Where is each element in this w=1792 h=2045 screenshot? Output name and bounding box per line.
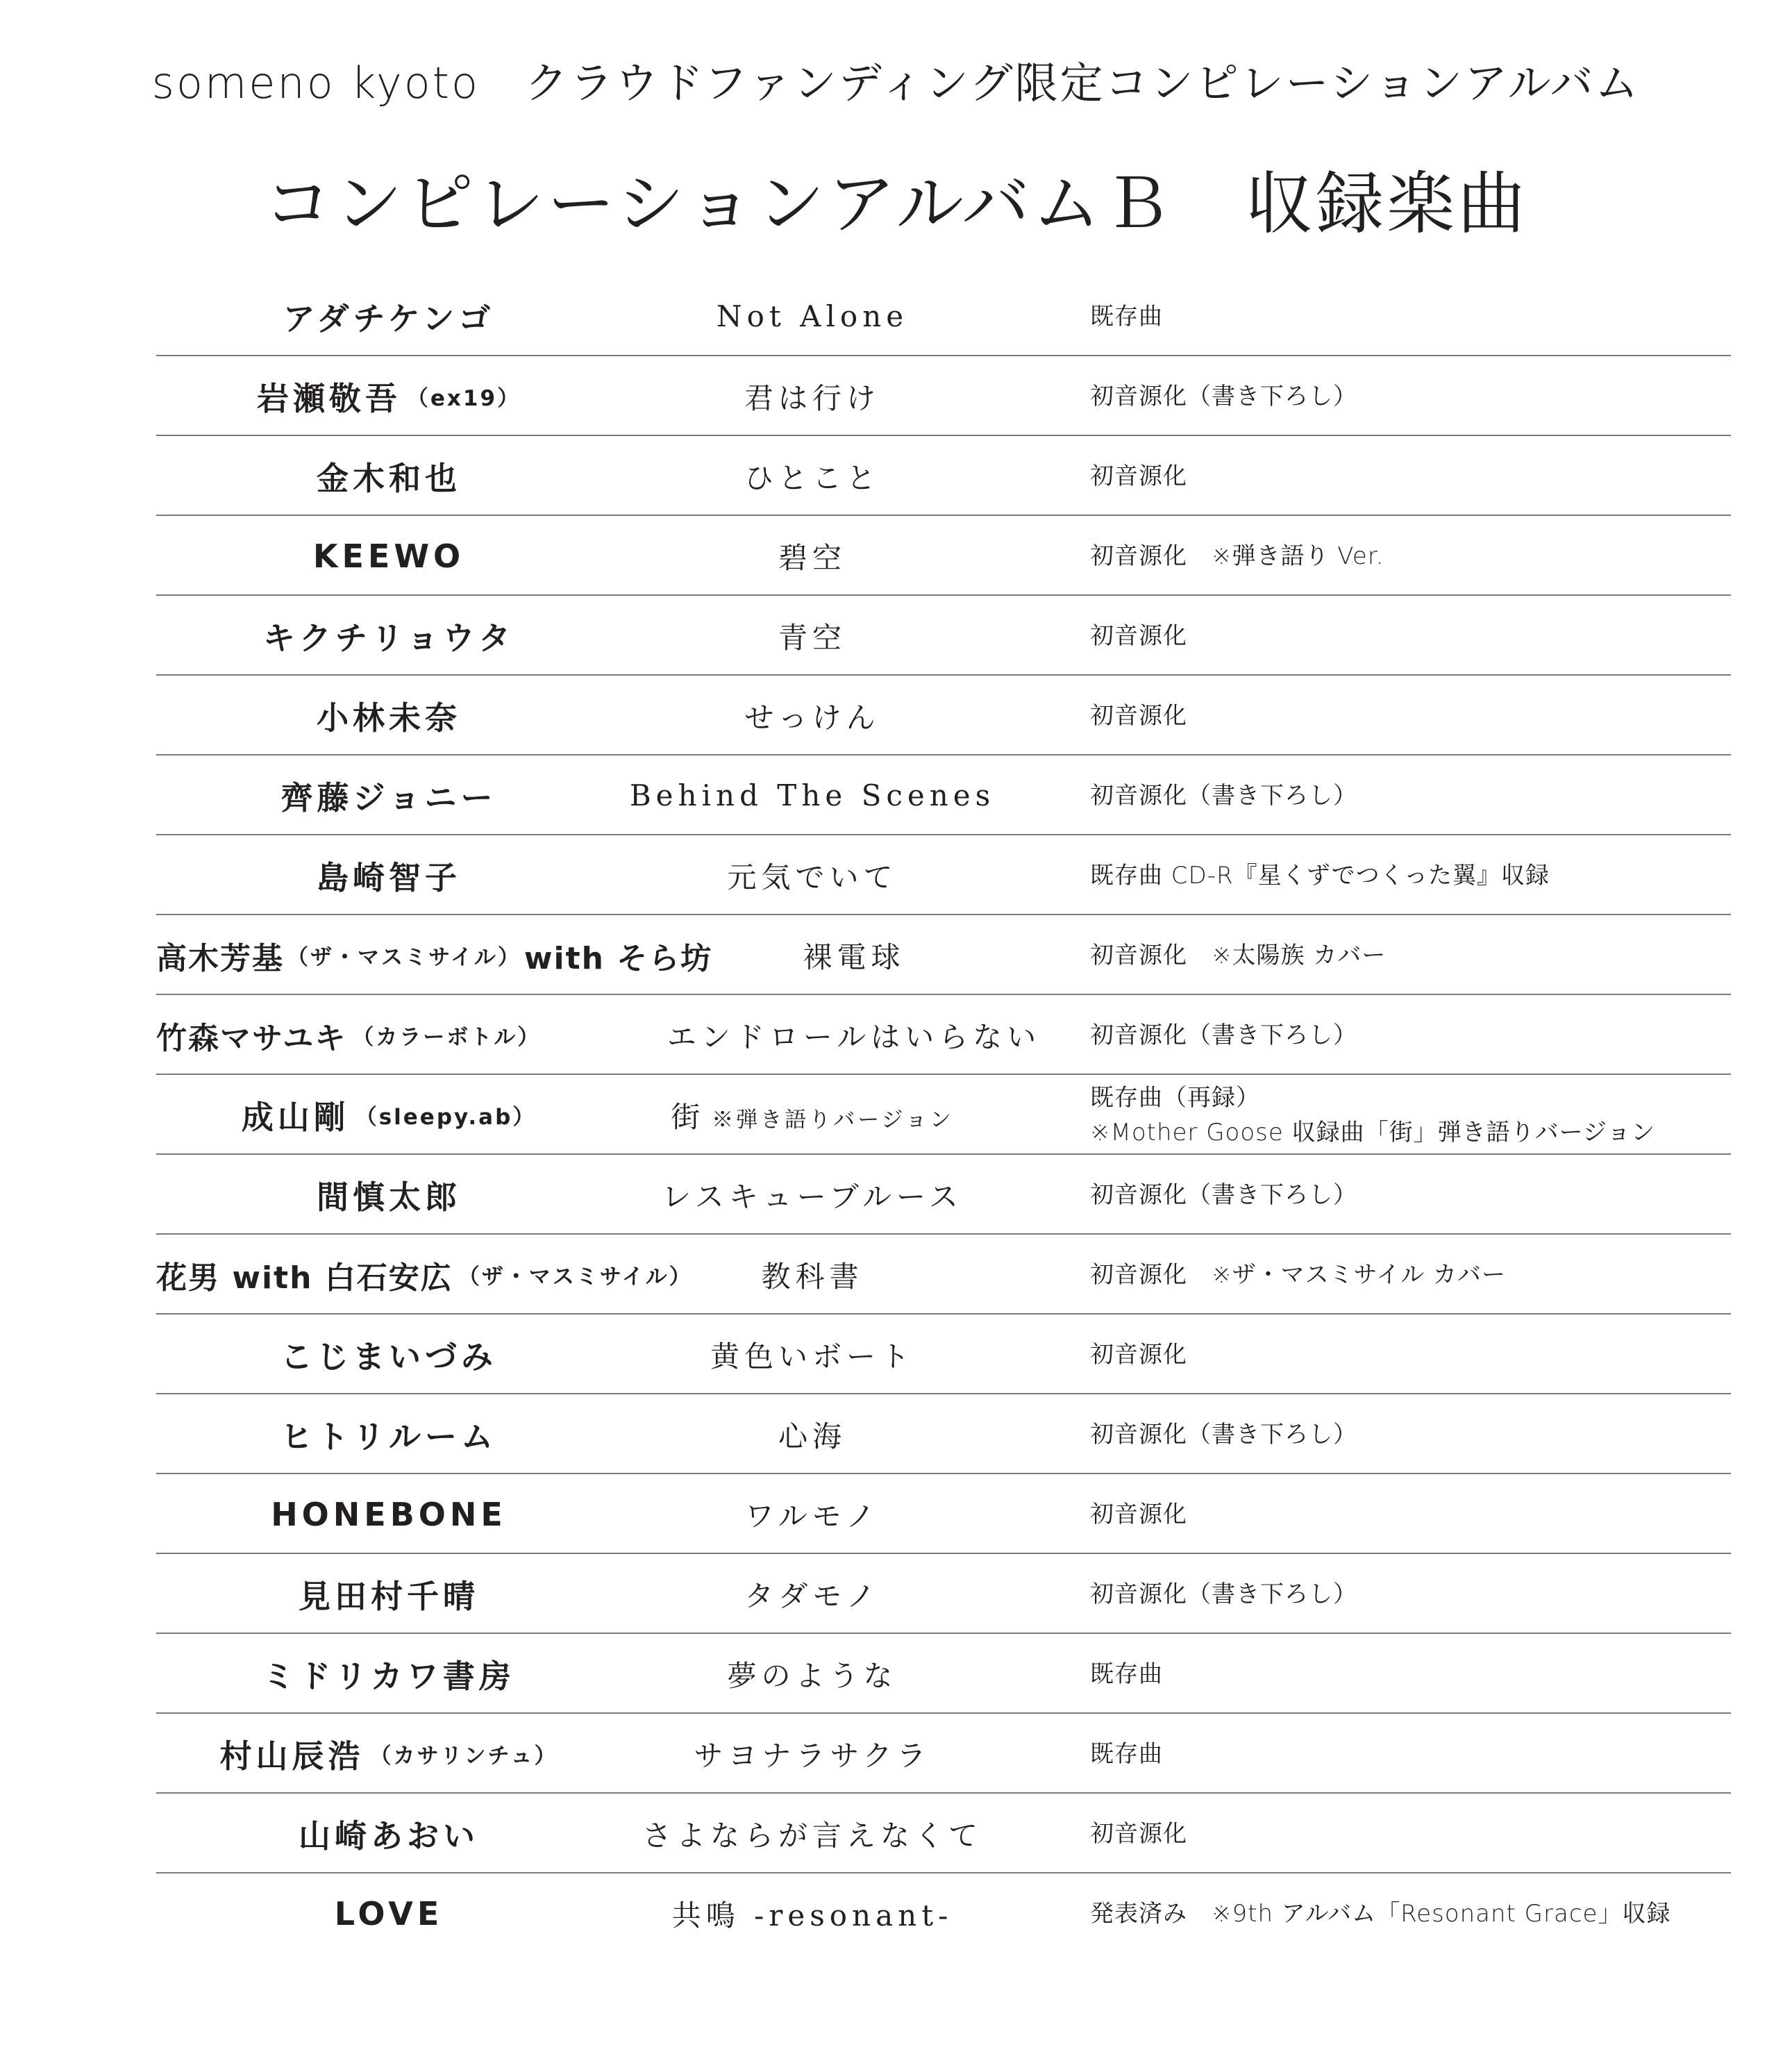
artist-cell	[156, 276, 621, 356]
artist-name: キクチリョウタ	[262, 619, 515, 657]
artist-cell	[156, 1634, 621, 1714]
note-cell	[1090, 1714, 1736, 1794]
note-cell	[1090, 1394, 1736, 1474]
note-text: 初音源化（書き下ろし）	[1090, 781, 1357, 810]
artist-name: 花男 with 白石安広	[156, 1260, 453, 1296]
artist-name: ミドリカワ書房	[262, 1657, 515, 1695]
track-row	[156, 1474, 1731, 1554]
song-title: ワルモノ	[744, 1499, 880, 1533]
song-title: エンドロールはいらない	[667, 1019, 1041, 1054]
note-text: 初音源化	[1090, 1340, 1187, 1369]
artist-cell	[156, 356, 621, 436]
track-row	[156, 1235, 1731, 1314]
artist-affiliation: （ザ・マスミサイル）	[458, 1264, 693, 1289]
song-title: さよならが言えなくて	[642, 1818, 982, 1853]
note-text: 既存曲	[1090, 1739, 1163, 1768]
note-cell	[1090, 995, 1736, 1075]
note-cell	[1090, 1474, 1736, 1554]
artist-name: 間慎太郎	[317, 1178, 461, 1216]
artist-name: 小林未奈	[317, 699, 461, 737]
song-title: 元気でいて	[727, 860, 898, 894]
song-title: 裸電球	[803, 940, 905, 974]
song-title: ひとこと	[744, 460, 880, 495]
artist-cell	[156, 1394, 621, 1474]
artist-cell	[156, 516, 621, 596]
song-title: 心海	[778, 1419, 846, 1453]
note-text: 初音源化（書き下ろし）	[1090, 382, 1357, 410]
track-row	[156, 436, 1731, 516]
song-title: 教科書	[761, 1259, 864, 1294]
note-text: 初音源化（書き下ろし）	[1090, 1580, 1357, 1608]
note-text: 初音源化 ※弾き語り Ver.	[1090, 542, 1384, 570]
track-row	[156, 1714, 1731, 1794]
note-text: 既存曲	[1090, 302, 1163, 331]
song-title: 共鳴 -resonant-	[671, 1898, 953, 1933]
artist-affiliation: （カサリンチュ）	[369, 1744, 558, 1769]
song-title: サヨナラサクラ	[694, 1738, 931, 1773]
artist-cell	[156, 596, 621, 676]
track-table	[156, 276, 1731, 1953]
artist-name: 成山剛	[241, 1098, 350, 1136]
artist-name: 金木和也	[317, 459, 461, 497]
artist-cell	[156, 1873, 621, 1953]
track-row	[156, 276, 1731, 356]
note-cell	[1090, 676, 1736, 756]
artist-name: KEEWO	[312, 537, 465, 575]
track-row	[156, 1075, 1731, 1155]
track-row	[156, 676, 1731, 756]
track-row	[156, 1634, 1731, 1714]
song-title: せっけん	[744, 700, 880, 735]
note-cell	[1090, 1314, 1736, 1394]
track-row	[156, 1394, 1731, 1474]
note-cell	[1090, 756, 1736, 835]
track-row	[156, 1554, 1731, 1634]
note-cell	[1090, 596, 1736, 676]
track-row	[156, 995, 1731, 1075]
note-cell	[1090, 1155, 1736, 1235]
song-title: 碧空	[778, 540, 846, 575]
note-cell	[1090, 276, 1736, 356]
track-row	[156, 1794, 1731, 1873]
artist-name: 高木芳基	[156, 940, 284, 976]
note-text-secondary: ※Mother Goose 収録曲「街」弾き語りバージョン	[1090, 1118, 1656, 1146]
artist-affiliation: （sleepy.ab）	[355, 1105, 537, 1130]
song-title: 君は行け	[744, 381, 880, 415]
artist-cell	[156, 1155, 621, 1235]
artist-affiliation: （ザ・マスミサイル）	[287, 945, 521, 970]
note-cell	[1090, 436, 1736, 516]
artist-name: 山崎あおい	[299, 1817, 479, 1855]
note-cell	[1090, 1075, 1736, 1155]
track-row	[156, 835, 1731, 915]
note-text: 初音源化（書き下ろし）	[1090, 1420, 1357, 1449]
artist-affiliation: （カラーボトル）	[352, 1025, 542, 1050]
artist-name: HONEBONE	[271, 1495, 507, 1533]
note-cell	[1090, 1235, 1736, 1314]
note-cell	[1090, 835, 1736, 915]
artist-name: 竹森マサユキ	[156, 1020, 347, 1056]
note-text: 初音源化（書き下ろし）	[1090, 1021, 1357, 1049]
artist-name: 村山辰浩	[219, 1737, 365, 1775]
song-title: Behind The Scenes	[629, 778, 996, 812]
track-row	[156, 915, 1731, 995]
artist-cell	[156, 676, 621, 756]
note-text: 初音源化	[1090, 1500, 1187, 1528]
artist-cell	[156, 436, 621, 516]
artist-affiliation: （ex19）	[406, 386, 521, 411]
note-text: 初音源化 ※ザ・マスミサイル カバー	[1090, 1260, 1506, 1289]
artist-name: ヒトリルーム	[280, 1417, 497, 1455]
note-text: 初音源化	[1090, 701, 1187, 730]
artist-name: 齊藤ジョニー	[280, 778, 497, 817]
artist-name: 島崎智子	[317, 858, 461, 896]
note-cell	[1090, 1794, 1736, 1873]
song-note: ※弾き語りバージョン	[712, 1107, 954, 1133]
track-row	[156, 356, 1731, 436]
track-row	[156, 596, 1731, 676]
artist-cell	[156, 1554, 621, 1634]
note-cell	[1090, 1554, 1736, 1634]
artist-name: こじまいづみ	[280, 1337, 497, 1376]
track-row	[156, 516, 1731, 596]
note-text: 初音源化 ※太陽族 カバー	[1090, 941, 1387, 969]
page-subtitle: someno kyoto クラウドファンディング限定コンピレーションアルバム	[151, 58, 1641, 108]
song-title: レスキューブルース	[662, 1179, 963, 1214]
artist-name: LOVE	[334, 1894, 444, 1933]
note-text: 既存曲 CD-R『星くずでつくった翼』収録	[1090, 861, 1550, 890]
song-title: 街	[671, 1099, 705, 1134]
track-row	[156, 756, 1731, 835]
artist-cell	[156, 1794, 621, 1873]
artist-cell	[156, 756, 621, 835]
note-text: 既存曲	[1090, 1660, 1163, 1688]
artist-name: 岩瀬敬吾	[256, 379, 401, 417]
note-text: 初音源化	[1090, 462, 1187, 490]
track-row	[156, 1314, 1731, 1394]
artist-cell	[156, 1714, 621, 1794]
note-cell	[1090, 915, 1736, 995]
note-text: 初音源化	[1090, 1819, 1187, 1848]
artist-cell	[156, 1075, 621, 1155]
song-title: 青空	[778, 620, 846, 655]
track-row	[156, 1873, 1731, 1953]
note-cell	[1090, 516, 1736, 596]
artist-name: 見田村千晴	[299, 1577, 479, 1615]
artist-collaborator: with そら坊	[524, 940, 713, 976]
artist-cell	[156, 835, 621, 915]
song-title: タダモノ	[744, 1578, 880, 1613]
artist-cell	[156, 1235, 693, 1314]
note-cell	[1090, 1873, 1736, 1953]
song-title: 黄色いボート	[710, 1339, 914, 1374]
song-title: 夢のような	[727, 1658, 898, 1693]
artist-cell	[156, 1314, 621, 1394]
artist-cell	[156, 995, 621, 1075]
note-cell	[1090, 356, 1736, 436]
song-title: Not Alone	[716, 299, 909, 333]
track-row	[156, 1155, 1731, 1235]
note-text: 発表済み ※9th アルバム「Resonant Grace」収録	[1090, 1899, 1671, 1928]
note-cell	[1090, 1634, 1736, 1714]
note-text: 初音源化	[1090, 621, 1187, 650]
artist-cell	[156, 1474, 621, 1554]
note-text: 初音源化（書き下ろし）	[1090, 1180, 1357, 1209]
artist-name: アダチケンゴ	[283, 299, 495, 337]
note-text: 既存曲（再録）	[1090, 1083, 1260, 1112]
page-title: コンピレーションアルバムＢ 収録楽曲	[263, 165, 1529, 244]
artist-cell	[156, 915, 713, 995]
